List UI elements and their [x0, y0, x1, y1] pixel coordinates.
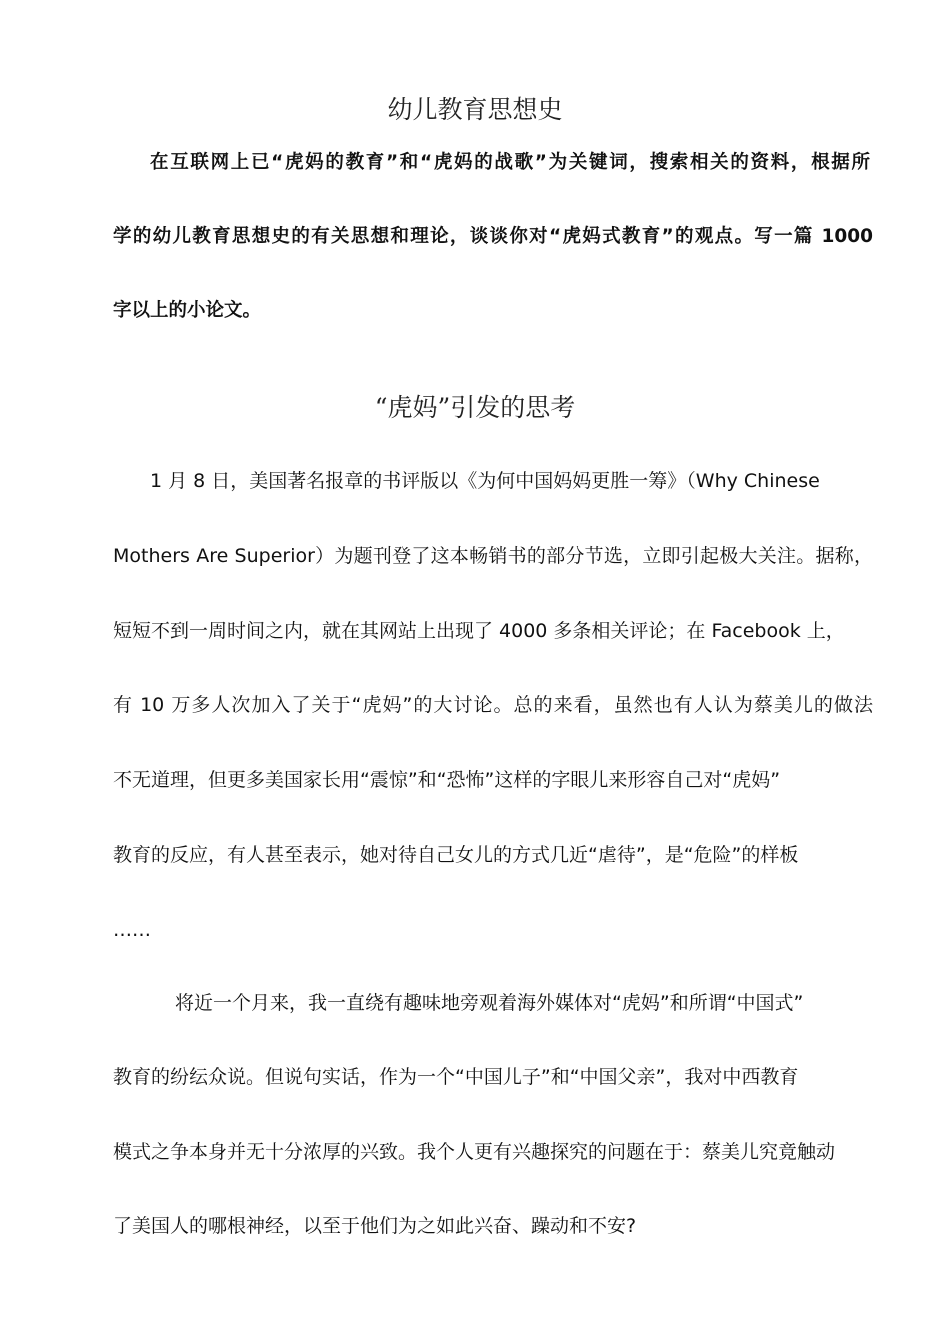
- paragraph2-line-4: 了美国人的哪根神经，以至于他们为之如此兴奋、躁动和不安?: [113, 1215, 637, 1237]
- prompt-line-1: 在互联网上已“虎妈的教育”和“虎妈的战歌”为关键词，搜索相关的资料，根据所: [150, 152, 870, 173]
- paragraph1-line-7: ……: [113, 919, 151, 941]
- paragraph1-line-3: 短短不到一周时间之内，就在其网站上出现了 4000 多条相关评论；在 Facebook 上，: [113, 620, 845, 642]
- paragraph1-line-1: 1 月 8 日，美国著名报章的书评版以《为何中国妈妈更胜一筹》（Why Chinese: [150, 470, 820, 492]
- paragraph2-line-2: 教育的纷纭众说。但说句实话，作为一个“中国儿子”和“中国父亲”，我对中西教育: [113, 1066, 799, 1088]
- prompt-line-3: 字以上的小论文。: [113, 300, 262, 321]
- paragraph2-line-1: 将近一个月来，我一直绕有趣味地旁观着海外媒体对“虎妈”和所谓“中国式”: [175, 992, 804, 1014]
- prompt-line-2: 学的幼儿教育思想史的有关思想和理论，谈谈你对“虎妈式教育”的观点。写一篇 1000: [113, 226, 873, 247]
- paragraph1-line-4: 有 10 万多人次加入了关于“虎妈”的大讨论。总的来看，虽然也有人认为蔡美儿的做法: [113, 694, 873, 716]
- paragraph1-line-5: 不无道理，但更多美国家长用“震惊”和“恐怖”这样的字眼儿来形容自己对“虎妈”: [113, 769, 781, 791]
- essay-title: “虎妈”引发的思考: [374, 393, 576, 422]
- paragraph1-line-2: Mothers Are Superior）为题刊登了这本畅销书的部分节选，立即引起极大关注。据称，: [113, 545, 873, 567]
- paragraph2-line-3: 模式之争本身并无十分浓厚的兴致。我个人更有兴趣探究的问题在于：蔡美儿究竟触动: [113, 1141, 836, 1163]
- paragraph1-line-6: 教育的反应，有人甚至表示，她对待自己女儿的方式几近“虐待”，是“危险”的样板: [113, 844, 799, 866]
- document-title: 幼儿教育思想史: [387, 95, 563, 124]
